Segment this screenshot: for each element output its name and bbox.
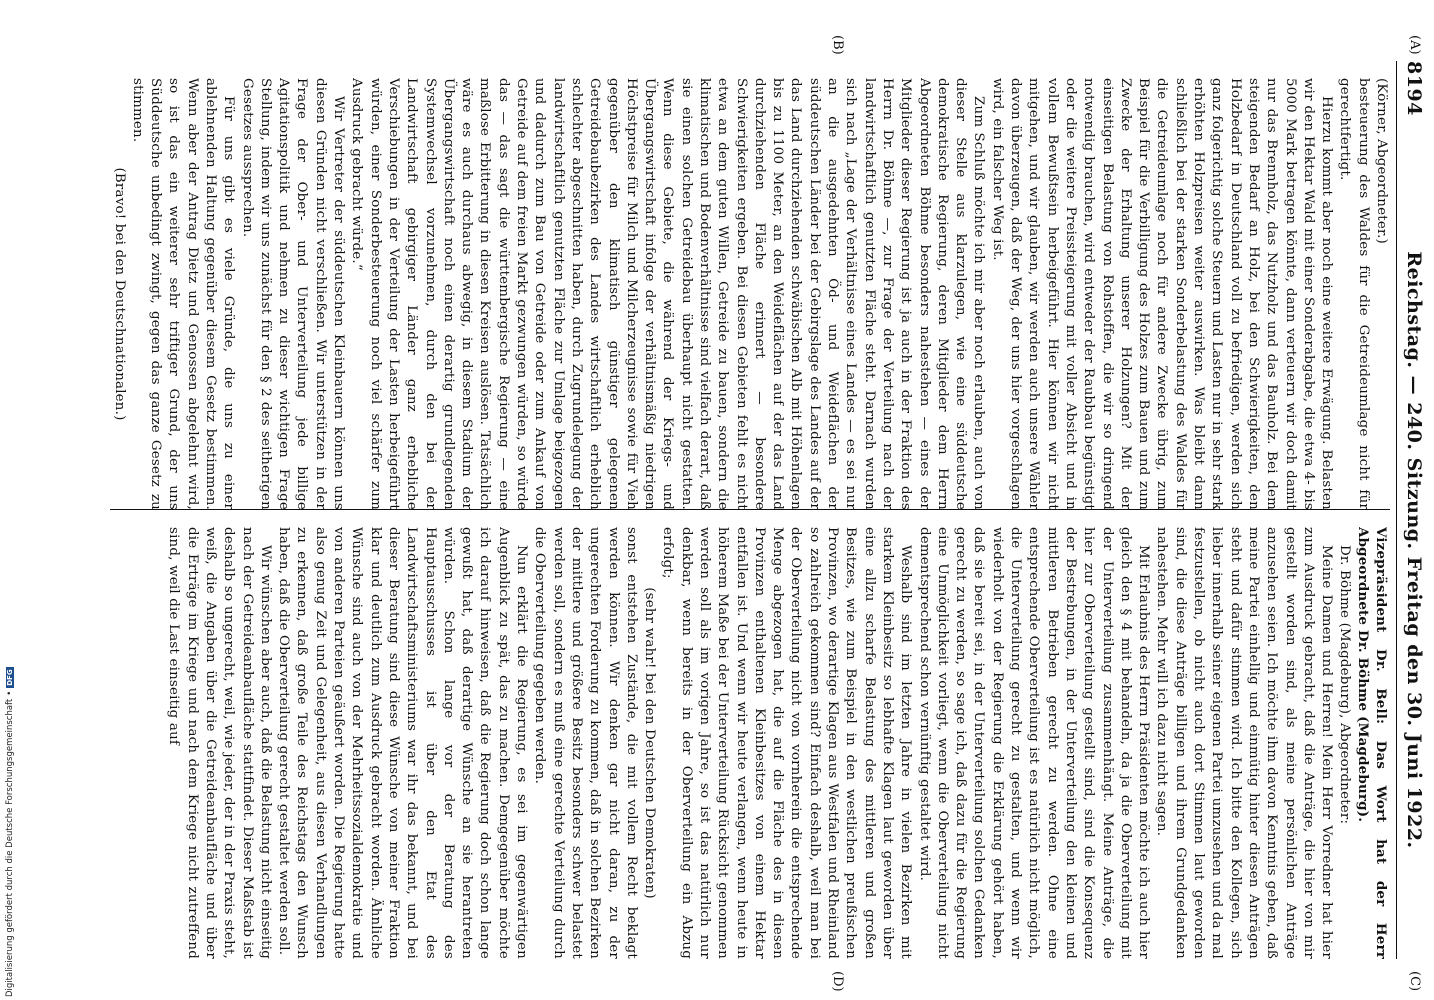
page-title: Reichstag. — 240. Sitzung. Freitag den 30. Juni 1922. <box>1403 251 1425 849</box>
left-column <box>110 78 1390 510</box>
paragraph: besteuerung des Waldes für die Getreideumlage nicht für gerechtfertigt. <box>1337 78 1371 510</box>
paragraph: Wir wünschen aber auch, daß die Belastung nicht einseitig nach der Getreideanbaufläche stattfindet. Dieser Maßstab ist deshalb so ungerecht, weil, wie jeder, der in der Praxis steht, weiß, die Angaben über die Getreideanbaufläche und über die Erträge im Kriege und nach dem Kriege nicht zutreffend sind, weil die Last einseitig auf <box>166 527 273 959</box>
paragraph: Hierzu kommt aber noch eine weitere Erwägung. Belasten wir den Hektar Wald mit einer Sonderabgabe, die etwa 4- bis 5000 Mark betragen könnte, dann verteuern wir doch damit nur das Brennholz, das Nutzholz und das Bauholz. Bei dem steigenden Bedarf an Holz, bei den Schwierigkeiten, den Holzbedarf in Deutschland voll zu befriedigen, werden sich ganz folgerichtig solche Steuern und Lasten nur in sehr stark erhöhten Holzpreisen weiter auswirken. Was bleibt dann schließlich bei der starken Sonderbelastung des Waldes für die Getreideumlage noch für andere Zwecke übrig, zum Beispiel für die Verbilligung des Holzes zum Bauen und zum Zwecke der Erhaltung unserer Holzungen? Mit der einseitigen Belastung von Rohstoffen, die wir so dringend notwendig brauchen, wird entweder der Raubbau begünstigt oder die weitere Preissteigerung mit voller Absicht und in vollem Bewußtsein herbeigeführt. Hier können wir nicht mitgehen, und wir glauben, wir werden auch unsere Wähler davon überzeugen, daß der Weg, der uns hier vorgeschlagen wird, ein falscher Weg ist. <box>989 78 1335 510</box>
margin-letter-b: (B) <box>830 35 845 55</box>
paragraph: Meine Damen und Herren! Mein Herr Vorredner hat hier zum Ausdruck gebracht, daß die Anträge, die hier von mir gestellt worden sind, als meine persönlichen Anträge anzusehen seien. Ich möchte ihm davon Kenntnis geben, daß meine Partei einhellig und einmütig hinter diesen Anträgen steht und dafür stimmen wird. Ich bitte den Kollegen, sich lieber innerhalb seiner eigenen Partei umzusehen und da mal festzustellen, ob nicht auch dort Stimmen laut geworden sind, die diese Anträge billigen und ihrem Grundgedanken nahestehen. Mehr will ich dazu nicht sagen. <box>1154 527 1335 959</box>
paragraph: Zum Schluß möchte ich mir aber noch erlauben, auch von dieser Stelle aus klarzulegen, wie eine süddeutsche demokratische Regierung, deren Mitglieder dem Herrn Abgeordneten Böhme besonders nahestehen — eines der Mitglieder dieser Regierung ist ja auch in der Fraktion des Herrn Dr. Böhme —, zur Frage der Verteilung nach der landwirtschaftlich genutzten Fläche steht. Darnach wurden sich nach „Lage der Verhältnisse eines Landes — es sei nur an die ausgedehnten Öd- und Weideflächen der süddeutschen Länder bei der Gebirgslage des Landes auf der das Land durchziehenden schwäbischen Alb mit Höhenlagen bis zu 1100 Meter, an den Weideflächen auf der das Land durchziehenden Fläche erinnert — besondere Schwierigkeiten ergeben. Bei diesen Gebieten fehlt es nicht etwa an dem guten Willen, Getreide zu bauen, sondern die klimatischen und Bodenverhältnisse sind vielfach derart, daß sie einen solchen Getreidebau überhaupt nicht gestatten. Wenn diese Gebiete, die während der Kriegs- und Übergangswirtschaft infolge der verhältnismäßig niedrigen Höchstpreise für Milch und Milcherzeugnisse sowie für Vieh gegenüber den klimatisch günstiger gelegenen Getreidebaubezirken des Landes wirtschaftlich erheblich schlechter abgeschnitten haben, durch Zugrundelegung der landwirtschaftlich genutzten Fläche zur Umlage beigezogen und dadurch zum Bau von Getreide oder zum Ankauf von Getreide auf dem freien Markt gezwungen würden, so würde das — das sagt die württembergische Regierung — eine maßlose Erbitterung in diesen Kreisen auslösen. Tatsächlich wäre es auch durchaus abwegig, in diesem Stadium der Übergangswirtschaft noch einen derartig grundlegenden Systemwechsel vorzunehmen, durch den bei der Landwirtschaft gebirgiger Länder ganz erhebliche Verschiebungen in der Verteilung der Lasten herbeigeführt würden, einer Sonderbesteuerung noch viel schärfer zum Ausdruck gebracht würde.“ <box>349 78 987 510</box>
paragraph: Weshalb sind im letzten Jahre in vielen Bezirken mit starkem Kleinbesitz so lebhafte Klagen laut geworden über eine allzu scharfe Belastung des mittleren und großen Besitzes, wie zum Beispiel in den westlichen preußischen Provinzen, wo derartige Klagen aus Westfalen und Rheinland so zahlreich gekommen sind? Einfach deshalb, weil man bei der Oberverteilung nicht von vornherein die entsprechende Menge abgezogen hat, die auf die Fläche des in diesen Provinzen enthaltenen Kleinbesitzes von einem Hektar entfallen ist. Und wenn wir heute verlangen, wenn heute in höherem Maße bei der Unterverteilung Rücksicht genommen werden soll als im vorigen Jahre, so ist das natürlich nur denkbar, wenn bereits in der Oberverteilung ein Abzug erfolgt; <box>660 527 914 959</box>
interjection: (sehr wahr! bei den Deutschen Demokraten) <box>642 587 658 899</box>
speaker-name: Dr. Böhme (Magdeburg), Abgeordneter: <box>1337 545 1353 825</box>
right-column <box>110 527 1390 959</box>
speaker-tag: (Körner, Abgeordneter.) <box>1374 78 1389 244</box>
margin-letter-c: (C) <box>1407 971 1422 992</box>
chair-announcement: Vizepräsident Dr. Bell: Das Wort hat der Herr Abgeordnete Dr. Böhme (Magdeburg). <box>1354 527 1389 959</box>
margin-letter-d: (D) <box>830 971 845 992</box>
paragraph: Nun erklärt die Regierung, es sei im gegenwärtigen Augenblick zu spät, das zu machen. Demgegenüber möchte ich darauf hinweisen, daß die Regierung doch schon lange gewußt hat, daß derartige Wünsche an sie herantreten würden. Schon lange vor der Beratung des Hauptausschusses ist über den Etat des Landwirtschaftsministeriums war ihr das bekannt, und bei dieser Beratung sind diese Wünsche von meiner Fraktion klar und deutlich zum Ausdruck gebracht worden. Ähnliche Wünsche sind auch von der Mehrheitssozialdemokratie und von anderen Parteien geäußert worden. Die Regierung hatte also genug Zeit und Gelegenheit, aus diesen Verhandlungen zu erkennen, daß große Teile des Reichstags den Wunsch haben, daß die Oberverteilung gerecht gestaltet werden soll. <box>276 527 530 959</box>
credit-text: Digitalisierung gefördert durch die Deutsche Forschungsgemeinschaft <box>4 698 15 997</box>
digitization-credit: Digitalisierung gefördert durch die Deutsche Forschungsgemeinschaft • DFG <box>4 669 15 997</box>
page-header <box>1396 61 1425 959</box>
page-number: 8194 <box>1403 61 1425 116</box>
column-divider <box>110 509 1390 510</box>
paragraph: Mit Erlaubnis des Herrn Präsidenten möchte ich auch hier gleich den § 4 mit behandeln, da ja die Oberverteilung mit der Unterverteilung zusammenhängt. Meine Anträge, die hier zur Oberverteilung gestellt sind, sind die Konsequenz der Bestrebungen, in der Unterverteilung den kleinen und mittleren Betrieben gerecht zu werden. Ohne eine entsprechende Oberverteilung ist es natürlich nicht möglich, die Unterverteilung gerecht zu gestalten, und wenn wir wiederholt von der Regierung die Erklärung gehört haben, daß sie bereit sei, in der Unterverteilung solchen Gedanken gerecht zu werden, so sage ich, daß dazu für die Regierung eine Unmöglichkeit vorliegt, wenn die Oberverteilung nicht dementsprechend schon vernünftig gestaltet wird. <box>916 527 1152 959</box>
paragraph: Wir Vertreter der süddeutschen Kleinbauern können uns diesen Gründen nicht verschließen. Wir unterstützen in der Frage der Ober- und Unterverteilung jede billige Agitationspolitik und nehmen zu dieser wichtigen Frage Stellung, indem wir uns zunächst für den § 2 des seitherigen Gesetzes aussprechen. <box>239 78 347 510</box>
paragraph: sonst entstehen Zustände, die mit vollem Recht beklagt werden können. Wir denken gar nicht daran, zu der ungerechten Forderung zu kommen, daß in solchen Bezirken der mittlere und größere Besitz besonders schwer belastet werden soll, sondern es muß eine gerechte Verteilung durch die Oberverteilung gegeben werden. <box>532 527 639 959</box>
applause-note: (Bravo! bei den Deutschnationalen.) <box>111 167 127 421</box>
newspaper-page <box>90 35 1425 992</box>
text-columns <box>110 61 1390 959</box>
dfg-logo: DFG <box>5 669 14 686</box>
margin-letter-a: (A) <box>1407 35 1422 55</box>
paragraph: Für uns gibt es viele Gründe, die uns zu einer ablehnenden Haltung gegenüber diesem Gesetz bestimmen. Wenn aber der Antrag Dietz und Genossen abgelehnt wird, so ist das ein weiterer sehr triftiger Grund, der uns Süddeutsche unbedingt zwingt, gegen das ganze Gesetz zu stimmen. <box>129 78 237 510</box>
